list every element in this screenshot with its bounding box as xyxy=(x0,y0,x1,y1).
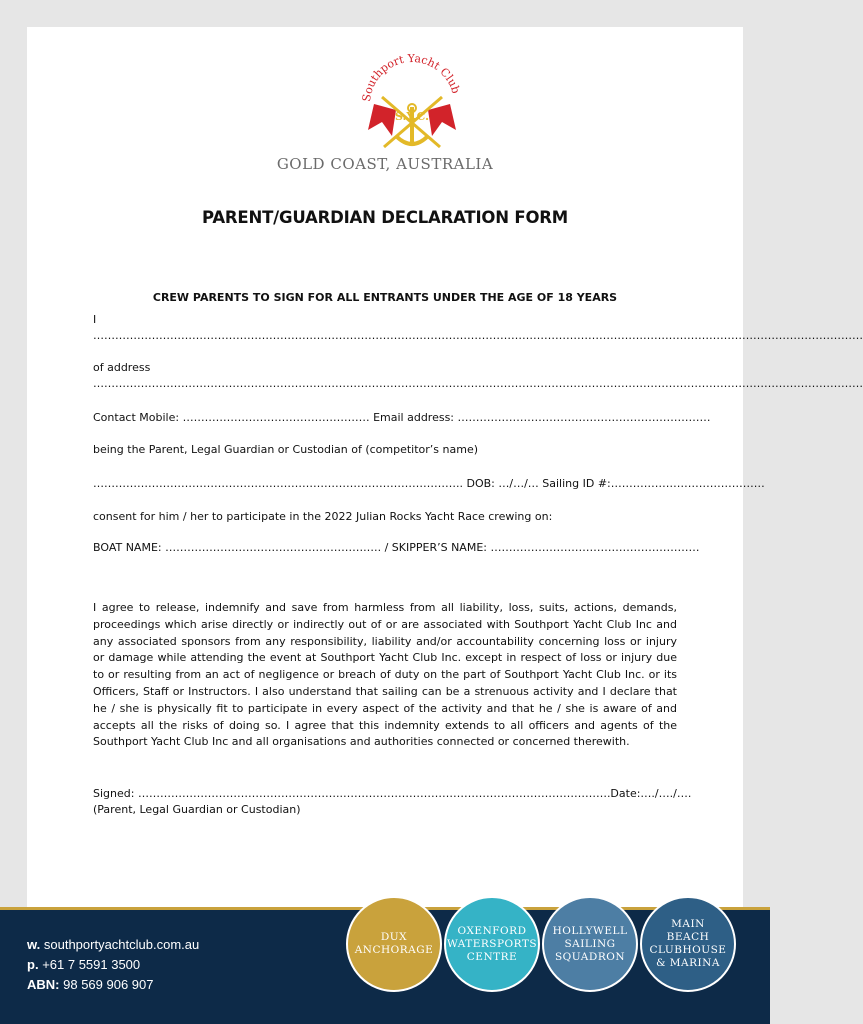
name-field[interactable]: ………………………………………………………………………………………………………………………………………………………………………………………… xyxy=(93,329,863,342)
venue-badge-oxenford: OXENFORD WATERSPORTS CENTRE xyxy=(444,896,540,992)
contact-mobile-email-field[interactable]: Contact Mobile: …………………………………………… Email address: …………………………………………………………… xyxy=(93,411,711,424)
phone-number: p. +61 7 5591 3500 xyxy=(27,957,141,972)
venue-badge-hollywell: HOLLYWELL SAILING SQUADRON xyxy=(542,896,638,992)
signature-caption: (Parent, Legal Guardian or Custodian) xyxy=(93,803,301,816)
form-subtitle: CREW PARENTS TO SIGN FOR ALL ENTRANTS UNDER THE AGE OF 18 YEARS xyxy=(152,291,618,304)
parent-text: being the Parent, Legal Guardian or Custodian of (competitor’s name) xyxy=(93,443,479,456)
document-page xyxy=(27,27,863,1021)
boat-skipper-field[interactable]: BOAT NAME: ……………………………………………….…. / SKIPPER’S NAME: ………………………………………………… xyxy=(93,541,700,554)
address-label: of address xyxy=(93,361,151,374)
club-emblem-icon xyxy=(352,52,472,152)
form-title: PARENT/GUARDIAN DECLARATION FORM xyxy=(201,208,569,227)
signature-date-field[interactable]: Signed: ………………………………………………..……………………………………………………………….Date:…./…./…. xyxy=(93,787,692,800)
venue-badge-main-beach: MAIN BEACH CLUBHOUSE & MARINA xyxy=(640,896,736,992)
declaration-paragraph: I agree to release, indemnify and save from harmless from all liability, loss, suits, actions, demands, proceedings which arise directly or indirectly out of or are associated with Southport Yacht Club Inc and any associated sponsors from any responsibility, liability and/or accountability concerning loss or injury or damage while attending the event at Southport Yacht Club Inc. except in respect of loss or injury due to or resulting from an act of negligence or breach of duty on the part of Southport Yacht Club Inc. or its Officers, Staff or Instructors. I also understand that sailing can be a strenuous activity and I declare that he / she is physically fit to participate in every aspect of the activity and that he / she is aware of and accepts all the risks of doing so. I agree that this indemnity extends to all officers and agents of the Southport Yacht Club Inc and all organisations and authorities connected or concerned therewith. xyxy=(93,601,677,749)
location-text: GOLD COAST, AUSTRALIA xyxy=(276,155,494,173)
club-logo xyxy=(27,27,743,187)
competitor-dob-sailing-id-field[interactable]: ……………………………………………………………………………………….. DOB: …/…/… Sailing ID #:…………………………………… xyxy=(93,477,765,490)
address-field[interactable]: ………………………………………………………………………………………………………………………………………………………………………………………… xyxy=(93,377,863,390)
name-label: I xyxy=(93,313,97,326)
svg-text:S.Y.C.: S.Y.C. xyxy=(394,110,430,123)
abn-number: ABN: 98 569 906 907 xyxy=(27,977,154,992)
website-link[interactable]: w. southportyachtclub.com.au xyxy=(27,937,200,952)
consent-text: consent for him / her to participate in the 2022 Julian Rocks Yacht Race crewing on: xyxy=(93,510,553,523)
venue-badge-dux-anchorage: DUX ANCHORAGE xyxy=(346,896,442,992)
svg-text:Southport Yacht Club: Southport Yacht Club xyxy=(359,52,463,103)
